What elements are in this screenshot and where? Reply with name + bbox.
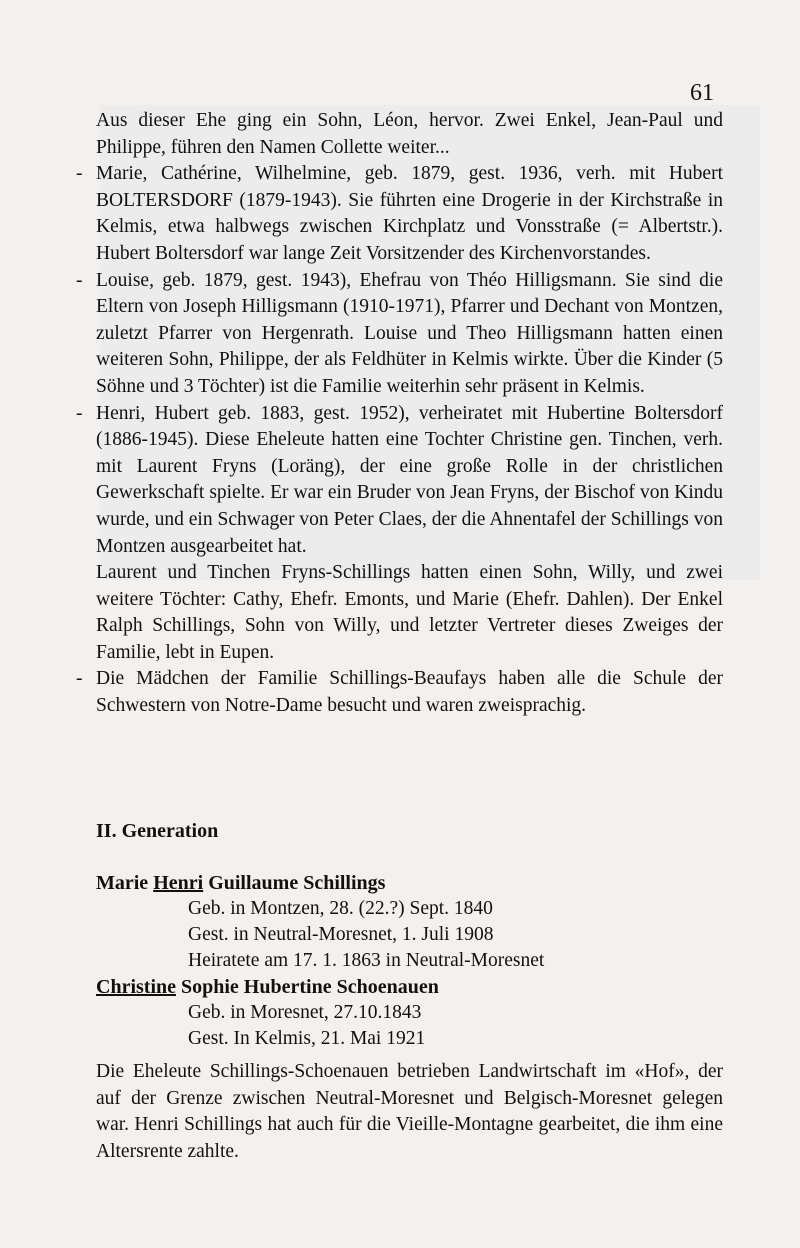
person1-detail: Gest. in Neutral-Moresnet, 1. Juli 1908 xyxy=(188,924,494,945)
section-heading: II. Generation xyxy=(96,820,219,842)
list-item-text: Marie, Cathérine, Wilhelmine, geb. 1879, gest. 1936, verh. mit Hubert BOLTERSDORF (1879-1943). Sie führten eine Drogerie in der Kirchstraße in Kelmis, etwa halbwegs zwischen Kirchplatz und Vonsstraße (= Albertstr.). Hubert Boltersdorf war lange Zeit Vorsitzender des Kirchenvorstandes. xyxy=(96,163,723,264)
list-item xyxy=(76,401,723,667)
list-item-text: Henri, Hubert geb. 1883, gest. 1952), verheiratet mit Hubertine Boltersdorf (1886-1945). Diese Eheleute hatten eine Tochter Christine gen. Tinchen, verh. mit Laurent Fryns (Loräng), der eine große Rolle in der christlichen Gewerkschaft spielte. Er war ein Bruder von Jean Fryns, der Bischof von Kindu wurde, und ein Schwager von Peter Claes, der die Ahnentafel der Schillings von Montzen ausgearbeitet hat. xyxy=(96,402,723,557)
intro-paragraph: Aus dieser Ehe ging ein Sohn, Léon, hervor. Zwei Enkel, Jean-Paul und Philippe, führen den Namen Collette weiter... xyxy=(96,110,723,158)
person2-underlined: Christine xyxy=(96,976,176,998)
body-text xyxy=(76,108,723,720)
list-item-continuation: Laurent und Tinchen Fryns-Schillings hatten einen Sohn, Willy, und zwei weitere Töchter: Cathy, Ehefr. Emonts, und Marie (Ehefr. Dahlen). Der Enkel Ralph Schillings, Sohn von Willy, und letzter Vertreter dieses Zweiges der Familie, lebt in Eupen. xyxy=(96,562,723,663)
closing-paragraph: Die Eheleute Schillings-Schoenauen betrieben Landwirtschaft im «Hof», der auf der Grenze zwischen Neutral-Moresnet und Belgisch-Moresnet gelegen war. Henri Schillings hat auch für die Vieille-Montagne gearbeitet, die ihm eine Altersrente zahlte. xyxy=(96,1061,723,1162)
person2-detail: Geb. in Moresnet, 27.10.1843 xyxy=(188,1002,422,1023)
person1-underlined: Henri xyxy=(153,872,204,894)
person1-detail: Geb. in Montzen, 28. (22.?) Sept. 1840 xyxy=(188,898,493,919)
dash-marker: - xyxy=(76,402,83,424)
person1-rest: Guillaume Schillings xyxy=(203,872,386,894)
list-item xyxy=(76,666,723,719)
person1-first: Marie xyxy=(96,872,154,894)
dash-marker: - xyxy=(76,668,83,690)
person2-detail: Gest. In Kelmis, 21. Mai 1921 xyxy=(188,1028,426,1049)
list-item xyxy=(76,268,723,401)
list-item xyxy=(76,161,723,267)
person2-name xyxy=(96,976,439,999)
list-item-text: Louise, geb. 1879, gest. 1943), Ehefrau von Théo Hilligsmann. Sie sind die Eltern von Joseph Hilligsmann (1910-1971), Pfarrer und Dechant von Montzen, zuletzt Pfarrer von Hergenrath. Louise und Theo Hilligsmann hatten einen weiteren Sohn, Philippe, der als Feldhüter in Kelmis wirkte. Über die Kinder (5 Söhne und 3 Töchter) ist die Familie weiterhin sehr präsent in Kelmis. xyxy=(96,269,723,397)
page-number: 61 xyxy=(690,80,714,106)
list-item-text: Die Mädchen der Familie Schillings-Beaufays haben alle die Schule der Schwestern von Notre-Dame besucht und waren zweisprachig. xyxy=(96,668,723,717)
person1-detail: Heiratete am 17. 1. 1863 in Neutral-Moresnet xyxy=(188,950,545,971)
person1-name xyxy=(96,872,385,895)
dash-marker: - xyxy=(76,163,83,185)
dash-marker: - xyxy=(76,269,83,291)
person2-rest: Sophie Hubertine Schoenauen xyxy=(176,976,439,998)
